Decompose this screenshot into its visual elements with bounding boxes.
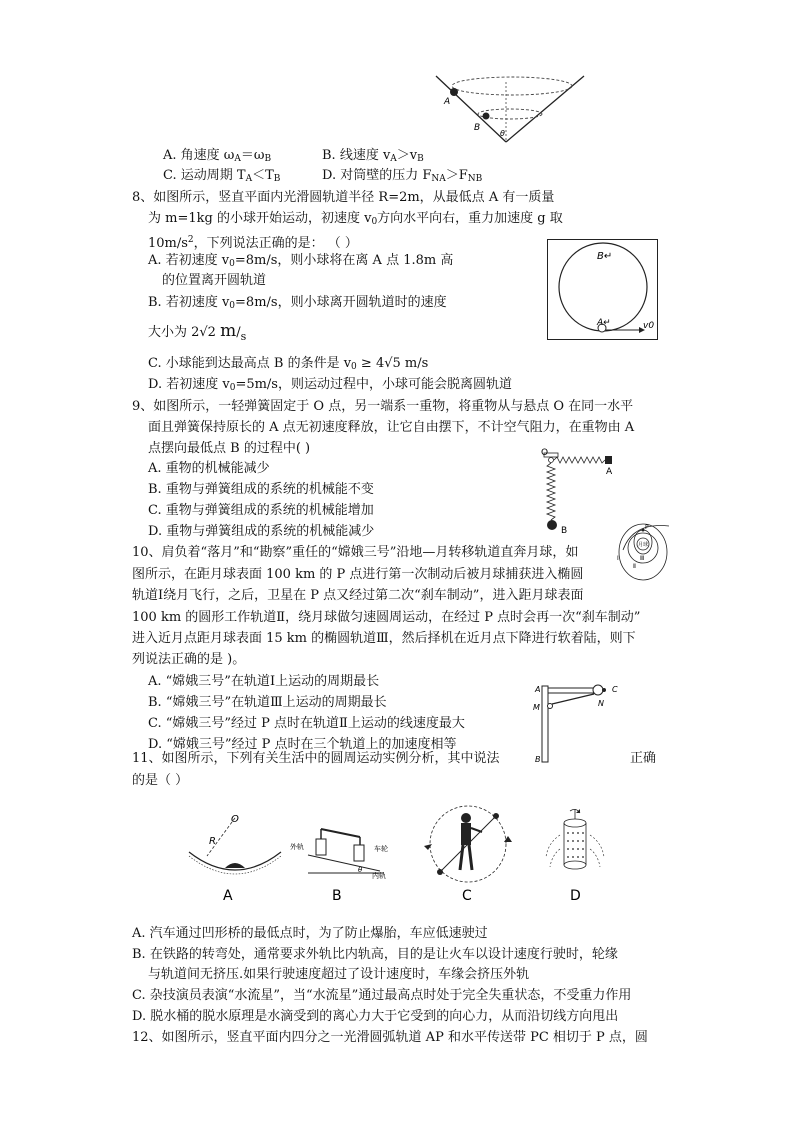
q10-option-c: C. “嫦娥三号”经过 P 点时在轨道Ⅱ上运动的线速度最大 — [148, 716, 465, 731]
q8-option-d: D. 若初速度 $v_0=5m/s$，则运动过程中，小球可能会脱离圆轨道 — [148, 377, 512, 393]
q11-option-c: C. 杂技演员表演“水流星”，当“水流星”通过最高点时处于完全失重状态，不受重力作用 — [132, 988, 632, 1003]
q9-option-b: B. 重物与弹簧组成的系统的机械能不变 — [148, 482, 374, 497]
label-o: O — [231, 814, 239, 825]
q10-stem-5: 进入近月点距月球表面 15 km 的椭圆轨道Ⅲ，然后择机在近月点下降进行软着陆，则下 — [132, 631, 636, 646]
label-theta: θ — [500, 129, 505, 138]
q9-option-d: D. 重物与弹簧组成的系统的机械能减少 — [148, 524, 375, 539]
label-b: B↵ — [597, 251, 613, 262]
label-a: A — [535, 685, 541, 694]
q10-stem-6: 列说法正确的是 )。 — [132, 652, 246, 667]
ball-a — [450, 88, 458, 96]
fig-d-spin-dryer — [540, 805, 610, 905]
q9-stem-1: 9、如图所示，一轻弹簧固定于 O 点，另一端系一重物，将重物从与悬点 O 在同一水平 — [132, 399, 634, 414]
label-c: C — [612, 685, 618, 694]
cone-figure — [430, 72, 590, 146]
label-n: N — [598, 699, 604, 708]
q8-option-b-2: 大小为 2√2 $m/_s$ — [148, 321, 247, 343]
fig-a-concave-bridge — [185, 810, 285, 905]
q11-option-d: D. 脱水桶的脱水原理是水滴受到的离心力大于它受到的向心力，从而沿切线方向甩出 — [132, 1009, 619, 1024]
q8-stem-3: $10m/s^2$，下列说法正确的是： （ ） — [148, 235, 358, 251]
q10-option-d: D. “嫦娥三号”经过 P 点时在三个轨道上的加速度相等 — [148, 737, 457, 752]
circular-track-figure — [547, 239, 658, 340]
caption-a: A — [223, 888, 233, 904]
q7-option-b: B. 线速度 $v_A>v_B$ — [322, 148, 424, 164]
label-v0: v0 — [643, 321, 655, 331]
q7-option-d: D. 对筒壁的压力 $F_{NA}>F_{NB}$ — [322, 168, 483, 184]
q11-option-a: A. 汽车通过凹形桥的最低点时，为了防止爆胎，车应低速驶过 — [132, 926, 488, 941]
label-outer-rail: 外轨 — [290, 843, 304, 851]
q10-stem-2: 图所示，在距月球表面 100 km 的 P 点进行第一次制动后被月球捕获进入椭圆 — [132, 567, 584, 582]
spring-pendulum-figure — [540, 447, 620, 537]
acrobat-figure — [460, 813, 482, 870]
lunar-orbit-figure — [613, 520, 671, 584]
q9-stem-2: 面且弹簧保持原长的 A 点无初速度释放，让它自由摆下，不计空气阻力，在重物由 A — [148, 420, 635, 435]
q11-option-b-1: B. 在铁路的转弯处，通常要求外轨比内轨高，目的是让火车以设计速度行驶时，轮缘 — [132, 947, 618, 962]
rod-pulley-figure — [532, 680, 624, 766]
label-theta: θ — [358, 866, 363, 874]
q11-stem-1-end: 正确 — [630, 751, 657, 766]
label-o: O — [541, 448, 549, 458]
label-a: A — [444, 97, 451, 107]
label-p: P — [645, 524, 649, 531]
q8-option-b-1: B. 若初速度 $v_0=8m/s$，则小球离开圆轨道时的速度 — [148, 295, 447, 311]
q8-option-a-2: 的位置离开圆轨道 — [162, 273, 267, 288]
caption-d: D — [570, 888, 581, 904]
q7-option-a: A. 角速度 $\omega_A=\omega_B$ — [163, 148, 272, 164]
caption-b: B — [332, 888, 342, 904]
q11-option-b-2: 与轨道间无挤压.如果行驶速度超过了设计速度时，车缘会挤压外轨 — [148, 967, 530, 982]
label-a: A↵ — [597, 318, 611, 328]
label-moon: 月球 — [638, 542, 649, 548]
q8-stem-2: 为 m=1kg 的小球开始运动，初速度 $v_0$方向水平向右，重力加速度 g 取 — [148, 211, 563, 227]
q11-stem-1: 11、如图所示，下列有关生活中的圆周运动实例分析，其中说法 — [132, 751, 500, 766]
label-a: A — [606, 467, 613, 477]
q10-stem-1: 10、肩负着“落月”和“勘察”重任的“嫦娥三号”沿地—月转移轨道直奔月球，如 — [132, 545, 579, 560]
q8-stem-1: 8、如图所示，竖直平面内光滑圆轨道半径 R=2m，从最低点 A 有一质量 — [132, 190, 555, 205]
label-orbit-1: Ⅰ — [617, 555, 619, 562]
q11-stem-2: 的是（ ） — [132, 773, 189, 788]
q10-option-b: B. “嫦娥三号”在轨道Ⅲ上运动的周期最长 — [148, 695, 387, 710]
fig-c-water-meteor — [420, 800, 516, 905]
q10-option-a: A. “嫦娥三号”在轨道Ⅰ上运动的周期最长 — [148, 674, 380, 689]
label-wheel: 车轮 — [374, 845, 388, 853]
q7-option-c: C. 运动周期 $T_A<T_B$ — [163, 168, 281, 184]
label-b: B — [474, 123, 481, 133]
q8-option-c: C. 小球能到达最高点 B 的条件是 $v_0 \ge 4√5$ m/s — [148, 356, 429, 372]
car — [225, 863, 245, 868]
fig-b-railway-curve — [288, 815, 398, 905]
caption-c: C — [462, 888, 472, 904]
q10-stem-3: 轨道Ⅰ绕月飞行，之后，卫星在 P 点又经过第二次“刹车制动”，进入距月球表面 — [132, 588, 584, 603]
q9-option-a: A. 重物的机械能减少 — [148, 461, 270, 476]
label-m: M — [533, 703, 540, 712]
label-orbit-2: Ⅱ — [633, 563, 636, 570]
weight-a — [605, 456, 612, 464]
label-b: B — [535, 755, 541, 764]
label-r: R — [209, 836, 216, 847]
label-b: B — [561, 526, 568, 536]
q8-option-a-1: A. 若初速度 $v_0=8m/s$，则小球将在离 A 点 1.8m 高 — [148, 253, 454, 269]
q12-stem-1: 12、如图所示，竖直平面内四分之一光滑圆弧轨道 AP 和水平传送带 PC 相切于 P 点，圆 — [132, 1030, 648, 1045]
label-orbit-3: Ⅲ — [640, 555, 645, 562]
ball-b — [483, 113, 490, 120]
q9-stem-3: 点摆向最低点 B 的过程中( ) — [148, 441, 311, 456]
q10-stem-4: 100 km 的圆形工作轨道Ⅱ，绕月球做匀速圆周运动，在经过 P 点时会再一次“刹车制动” — [132, 610, 641, 625]
label-inner-rail: 内轨 — [372, 872, 386, 880]
weight-b — [547, 520, 557, 530]
q9-option-c: C. 重物与弹簧组成的系统的机械能增加 — [148, 503, 374, 518]
